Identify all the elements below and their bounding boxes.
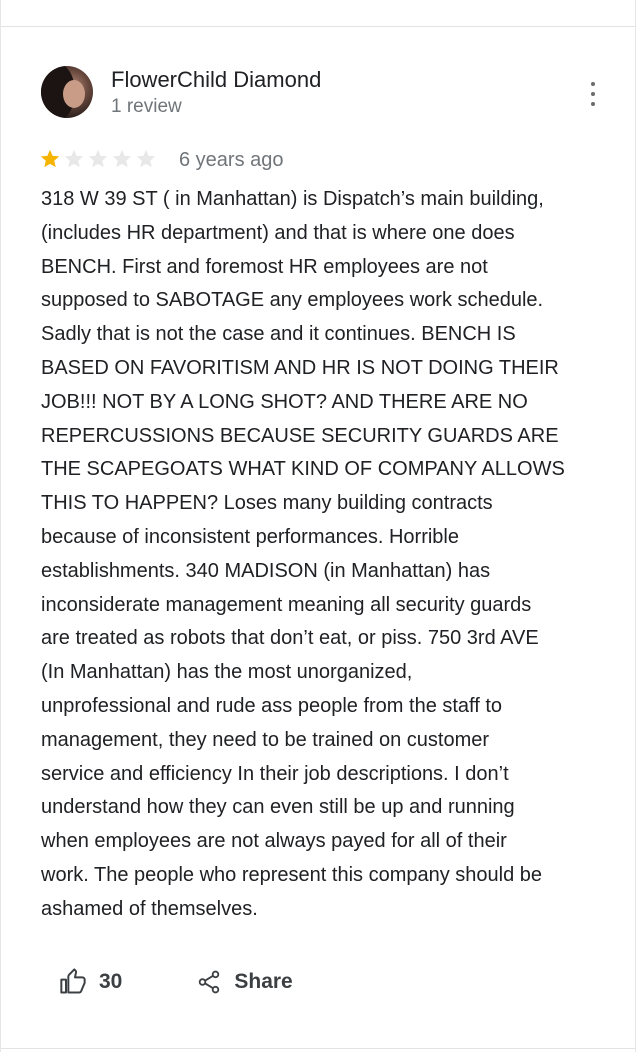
share-icon (196, 969, 222, 995)
avatar[interactable] (41, 66, 93, 118)
bottom-divider (1, 1048, 635, 1049)
author-name[interactable]: FlowerChild Diamond (111, 67, 322, 92)
author-review-count: 1 review (111, 96, 182, 117)
star-empty-icon (87, 148, 109, 170)
top-divider (1, 26, 635, 27)
star-empty-icon (111, 148, 133, 170)
share-label: Share (234, 970, 293, 993)
star-rating (39, 146, 159, 172)
review-actions (59, 964, 293, 1000)
more-vert-icon-dot (591, 102, 595, 106)
review-text: 318 W 39 ST ( in Manhattan) is Dispatch’s main building, (includes HR department) and that is where one does BENCH. First and foremost HR employees are not supposed to SABOTAGE any employees work schedule. Sadly that is not the case and it continues. BENCH IS BASED ON FAVORITISM AND HR IS NOT DOING THEIR JOB!!! NOT BY A LONG SHOT? AND THERE ARE NO REPERCUSSIONS BECAUSE SECURITY GUARDS ARE THE SCAPEGOATS WHAT KIND OF COMPANY ALLOWS THIS TO HAPPEN? Loses many building contracts because of inconsistent performances. Horrible establishments. 340 MADISON (in Manhattan) has inconsiderate management meaning all security guards are treated as robots that don’t eat, or piss. 750 3rd AVE (In Manhattan) has the most unorganized, unprofessional and rude ass people from the staff to management, they need to be trained on customer service and efficiency In their job descriptions. I don’t understand how they can even still be up and running when employees are not always payed for all of their work. The people who represent this company should be ashamed of themselves. (41, 188, 565, 920)
star-filled-icon (39, 148, 61, 170)
star-empty-icon (63, 148, 85, 170)
like-count: 30 (99, 970, 123, 993)
avatar-face (63, 80, 85, 108)
review-date: 6 years ago (179, 149, 284, 171)
thumb-up-icon (59, 968, 87, 996)
more-options-button[interactable] (583, 82, 603, 106)
like-button[interactable] (59, 968, 122, 996)
star-empty-icon (135, 148, 157, 170)
more-vert-icon (591, 82, 595, 86)
more-vert-icon-dot (591, 92, 595, 96)
share-button[interactable] (196, 969, 292, 995)
